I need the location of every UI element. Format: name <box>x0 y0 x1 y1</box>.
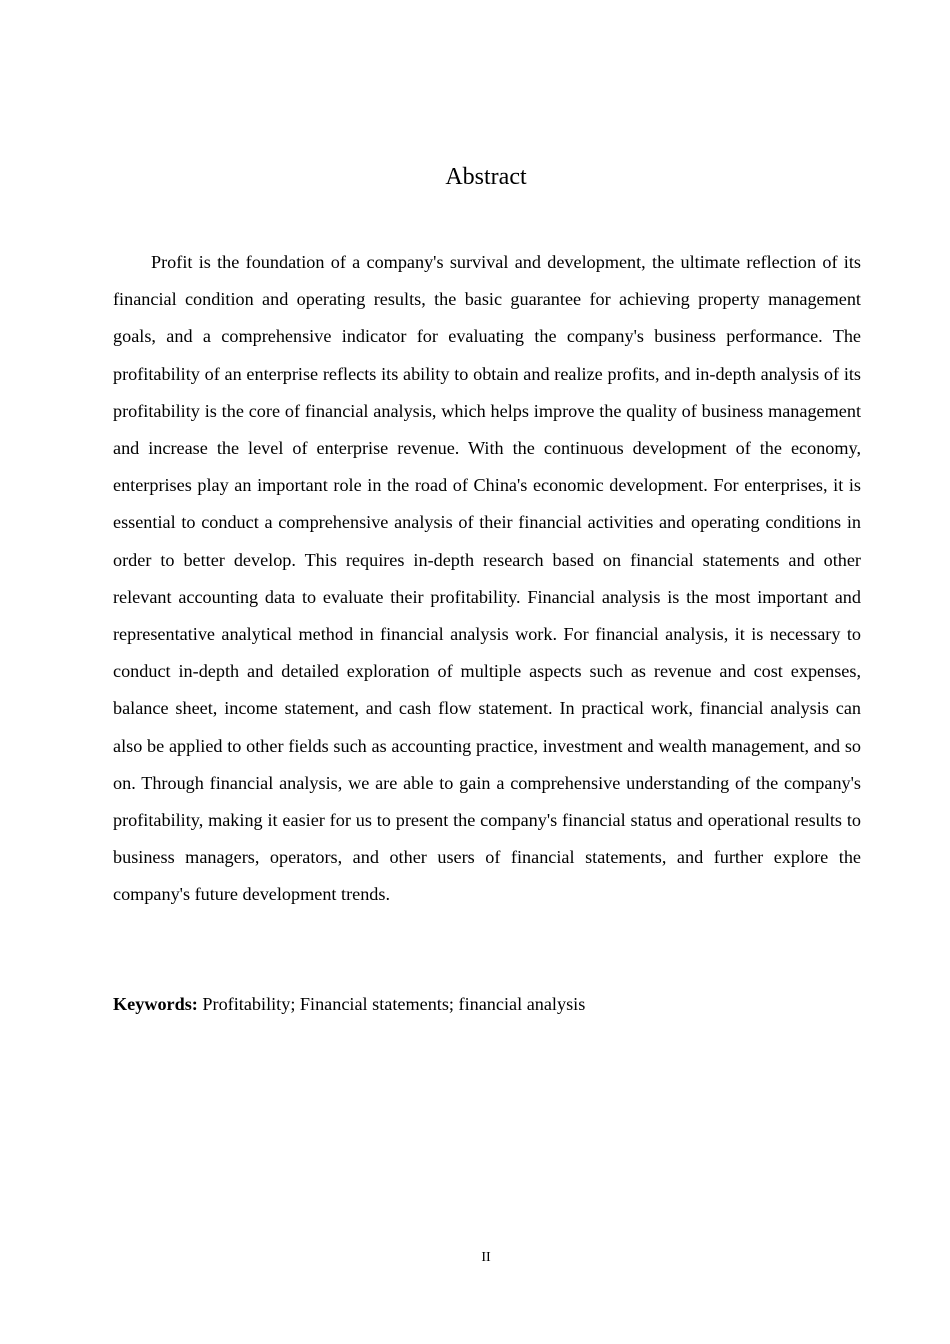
keywords-text: Profitability; Financial statements; financial analysis <box>202 994 586 1014</box>
page-number: II <box>481 1250 491 1265</box>
page-title: Abstract <box>445 164 527 190</box>
keywords-line <box>113 987 861 1021</box>
keywords-label: Keywords: <box>113 994 198 1014</box>
abstract-paragraph: Profit is the foundation of a company's survival and development, the ultimate reflection of its financial condition and operating results, the basic guarantee for achieving property management goals, and a comprehensive indicator for evaluating the company's business performance. The profitability of an enterprise reflects its ability to obtain and realize profits, and in-depth analysis of its profitability is the core of financial analysis, which helps improve the quality of business management and increase the level of enterprise revenue. With the continuous development of the economy, enterprises play an important role in the road of China's economic development. For enterprises, it is essential to conduct a comprehensive analysis of their financial activities and operating conditions in order to better develop. This requires in-depth research based on financial statements and other relevant accounting data to evaluate their profitability. Financial analysis is the most important and representative analytical method in financial analysis work. For financial analysis, it is necessary to conduct in-depth and detailed exploration of multiple aspects such as revenue and cost expenses, balance sheet, income statement, and cash flow statement. In practical work, financial analysis can also be applied to other fields such as accounting practice, investment and wealth management, and so on. Through financial analysis, we are able to gain a comprehensive understanding of the company's profitability, making it easier for us to present the company's financial status and operational results to business managers, operators, and other users of financial statements, and further explore the company's future development trends. <box>113 252 861 905</box>
